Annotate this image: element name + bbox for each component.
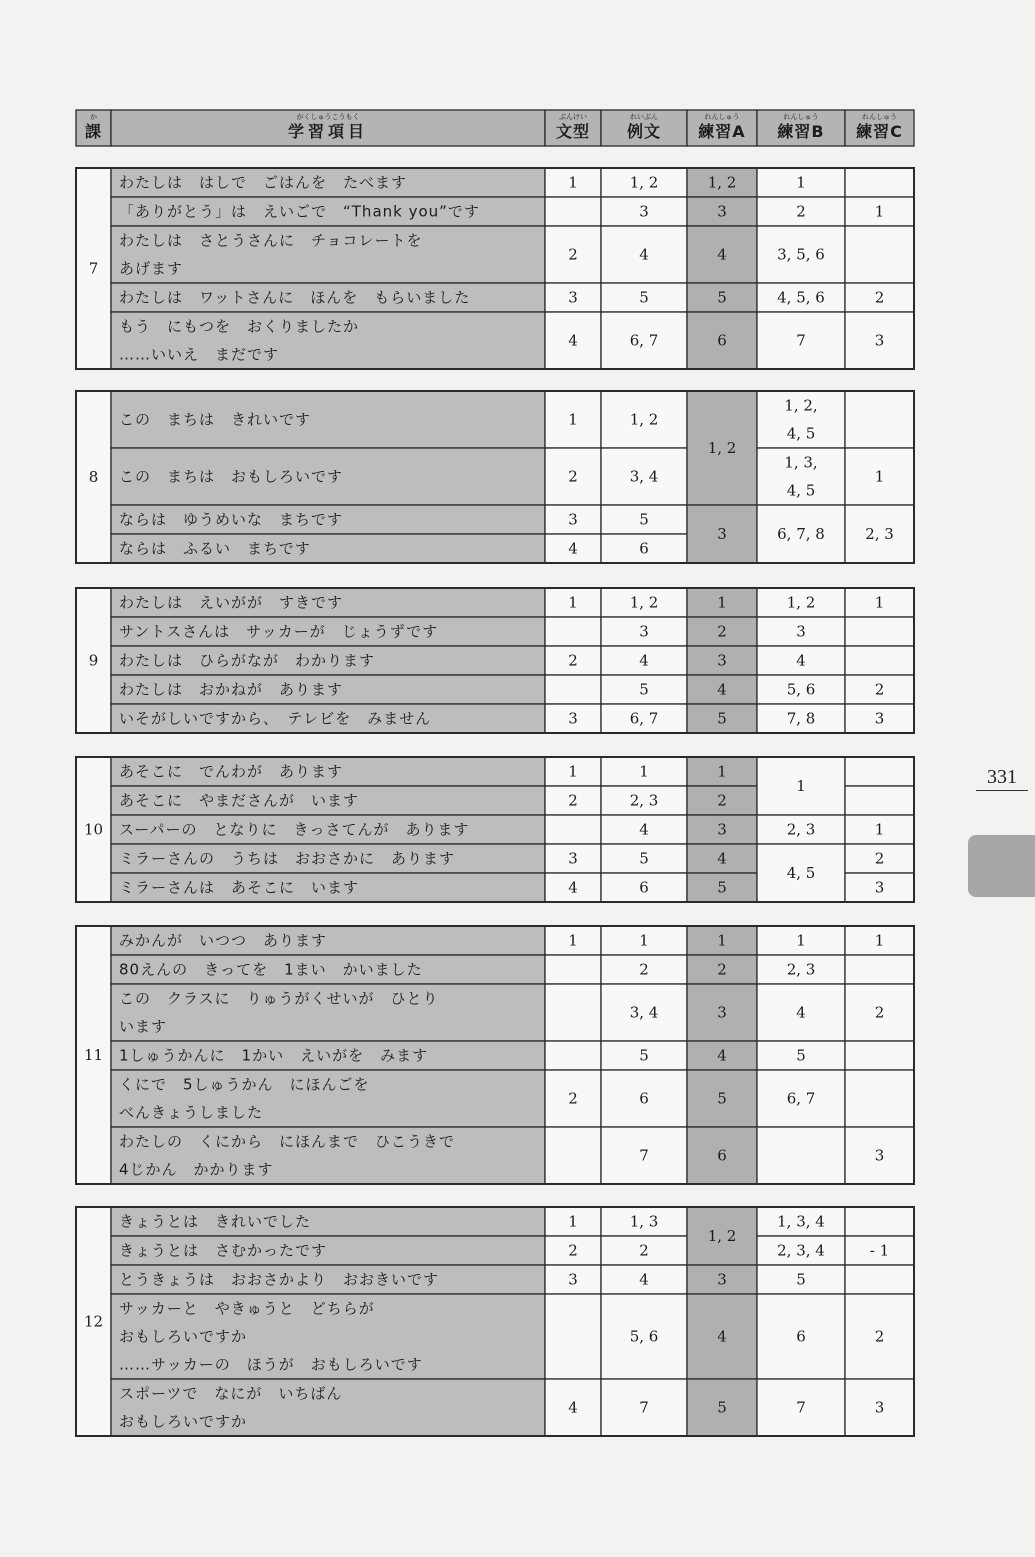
- cell-value-pattern: 1: [568, 410, 578, 429]
- cell-value-exA: 1: [717, 931, 727, 950]
- item-text: 1しゅうかんに 1かい えいがを みます: [119, 1046, 429, 1065]
- header-label-pattern: 文型: [555, 122, 591, 141]
- cell-value-example: 5: [639, 680, 649, 699]
- cell-value-exC: 3: [874, 709, 885, 728]
- cell-value-exB: 1: [796, 777, 806, 795]
- cell-value-exB: 1: [796, 931, 806, 950]
- cell-value-exB: 1, 2: [786, 593, 816, 612]
- cell-value-exB: 5: [796, 1270, 806, 1289]
- header-label-exB: 練習B: [777, 122, 825, 141]
- cell-value-exB: 4, 5: [786, 481, 816, 500]
- cell-value-pattern: 2: [568, 651, 578, 670]
- cell-value-exC: 1: [874, 593, 885, 612]
- cell-value-exA: 4: [717, 1046, 727, 1065]
- cell-value-exB: 1, 3,: [784, 453, 818, 472]
- cell-value-exA: 6: [717, 1146, 727, 1165]
- cell-pattern: [545, 1041, 601, 1070]
- lesson-number: 12: [83, 1312, 104, 1331]
- cell-value-exB: 5: [796, 1046, 806, 1065]
- cell-value-exB: 3: [796, 622, 806, 641]
- cell-value-example: 5: [639, 1046, 649, 1065]
- cell-value-exA: 3: [717, 1270, 727, 1289]
- cell-value-example: 7: [639, 1398, 649, 1417]
- cell-value-example: 4: [639, 651, 649, 670]
- cell-value-example: 3, 4: [629, 467, 659, 486]
- cell-value-exC: 3: [874, 331, 885, 350]
- item-text: きょうとは きれいでした: [119, 1212, 312, 1231]
- header-label-lesson: 課: [84, 122, 103, 141]
- cell-pattern: [545, 815, 601, 844]
- header-ruby-exA: れんしゅう: [704, 113, 740, 121]
- cell-value-exC: 2: [874, 1003, 885, 1022]
- cell-value-example: 5, 6: [629, 1327, 659, 1346]
- cell-value-exA: 3: [717, 202, 727, 221]
- cell-value-example: 3, 4: [629, 1003, 659, 1022]
- header-ruby-pattern: ぶんけい: [559, 113, 587, 121]
- cell-value-exC: 3: [874, 1146, 885, 1165]
- header-label-example: 例文: [626, 122, 662, 141]
- cell-value-pattern: 1: [568, 173, 578, 192]
- item-text: いそがしいですから、 テレビを みません: [119, 709, 432, 728]
- cell-value-exB: 5, 6: [786, 680, 816, 699]
- cell-value-exA: 1, 2: [707, 173, 737, 192]
- cell-value-pattern: 2: [568, 1241, 578, 1260]
- lesson-number: 9: [88, 651, 99, 670]
- cell-value-exC: 2: [874, 680, 885, 699]
- cell-value-exC: 1: [874, 467, 885, 486]
- cell-value-exC: 2: [874, 288, 885, 307]
- cell-exC: [845, 646, 914, 675]
- cell-value-exA: 6: [717, 331, 727, 350]
- cell-exC: [845, 1041, 914, 1070]
- item-text: スポーツで なにが いちばん: [119, 1384, 343, 1403]
- item-text: ……サッカーの ほうが おもしろいです: [119, 1355, 423, 1374]
- cell-exC: [845, 1070, 914, 1127]
- item-text: わたしは えいがが すきです: [119, 593, 344, 612]
- item-text: わたしは さとうさんに チョコレートを: [119, 231, 423, 250]
- cell-value-example: 2, 3: [629, 791, 659, 810]
- cell-exB: [757, 1127, 845, 1184]
- item-text: ミラーさんの うちは おおさかに あります: [119, 849, 456, 868]
- cell-value-pattern: 3: [568, 849, 578, 868]
- cell-value-pattern: 1: [568, 1212, 578, 1231]
- cell-value-exA: 1: [717, 593, 727, 612]
- item-text: います: [119, 1017, 168, 1036]
- item-text: くにで 5しゅうかん にほんごを: [119, 1075, 370, 1094]
- item-text: おもしろいですか: [119, 1327, 248, 1346]
- cell-value-exC: 1: [874, 931, 885, 950]
- cell-value-example: 1: [639, 931, 649, 950]
- cell-value-exA: 3: [717, 820, 727, 839]
- header-ruby-exB: れんしゅう: [783, 113, 819, 121]
- cell-value-pattern: 4: [568, 878, 578, 897]
- item-text: べんきょうしました: [119, 1103, 264, 1122]
- cell-value-exA: 2: [717, 791, 727, 810]
- item-text: わたしの くにから にほんまで ひこうきで: [119, 1132, 456, 1151]
- cell-value-example: 1, 2: [629, 593, 659, 612]
- item-text: サッカーと やきゅうと どちらが: [119, 1299, 375, 1318]
- cell-value-exB: 7: [796, 331, 806, 350]
- cell-value-exC: - 1: [869, 1241, 890, 1260]
- cell-value-exA: 3: [717, 651, 727, 670]
- cell-value-exC: 3: [874, 878, 885, 897]
- cell-value-exB: 4: [796, 1003, 806, 1022]
- page-number: 331: [976, 766, 1028, 791]
- item-text: 80えんの きってを 1まい かいました: [119, 960, 423, 979]
- item-text: この クラスに りゅうがくせいが ひとり: [119, 989, 439, 1008]
- item-text: ならは ゆうめいな まちです: [119, 510, 343, 529]
- cell-pattern: [545, 617, 601, 646]
- cell-pattern: [545, 1127, 601, 1184]
- item-text: あそこに やまださんが います: [119, 791, 360, 810]
- cell-value-example: 3: [639, 202, 649, 221]
- cell-value-exB: 1, 3, 4: [777, 1212, 825, 1231]
- cell-value-exB: 6, 7: [786, 1089, 816, 1108]
- header-ruby-lesson: か: [90, 113, 97, 121]
- lesson-number: 11: [83, 1046, 104, 1064]
- cell-exC: [845, 1265, 914, 1294]
- cell-value-example: 4: [639, 820, 649, 839]
- cell-value-example: 6, 7: [629, 331, 659, 350]
- cell-value-example: 5: [639, 849, 649, 868]
- cell-value-exA: 2: [717, 960, 727, 979]
- cell-value-exA: 3: [717, 525, 727, 543]
- cell-value-pattern: 2: [568, 791, 578, 810]
- cell-value-example: 1, 2: [629, 173, 659, 192]
- cell-value-exB: 2, 3: [786, 820, 816, 839]
- cell-pattern: [545, 675, 601, 704]
- item-text: この まちは きれいです: [119, 410, 312, 429]
- item-text: きょうとは さむかったです: [119, 1241, 328, 1260]
- cell-value-pattern: 3: [568, 1270, 578, 1289]
- cell-value-pattern: 1: [568, 931, 578, 950]
- cell-value-example: 5: [639, 510, 649, 529]
- item-text: とうきょうは おおさかより おおきいです: [119, 1270, 440, 1289]
- cell-value-exA: 5: [717, 709, 727, 728]
- cell-value-example: 4: [639, 245, 649, 264]
- cell-value-exB: 4, 5, 6: [777, 288, 825, 307]
- cell-value-exC: 2: [874, 849, 885, 868]
- cell-value-exA: 1, 2: [707, 1227, 737, 1245]
- cell-value-pattern: 2: [568, 467, 578, 486]
- cell-value-exA: 5: [717, 288, 727, 307]
- item-text: もう にもつを おくりましたか: [119, 317, 360, 336]
- cell-value-exC: 1: [874, 202, 885, 221]
- item-text: あそこに でんわが あります: [119, 762, 344, 781]
- cell-exC: [845, 226, 914, 283]
- item-text: スーパーの となりに きっさてんが あります: [119, 820, 470, 839]
- cell-value-exA: 1: [717, 762, 727, 781]
- cell-exC: [845, 617, 914, 646]
- header-label-exC: 練習C: [856, 122, 903, 141]
- item-text: わたしは はしで ごはんを たべます: [119, 173, 408, 192]
- header-label-exA: 練習A: [698, 122, 746, 141]
- lesson-number: 8: [88, 468, 99, 486]
- cell-value-exB: 2: [796, 202, 806, 221]
- cell-value-example: 6: [639, 878, 649, 897]
- cell-exC: [845, 168, 914, 197]
- cell-value-pattern: 2: [568, 1089, 578, 1108]
- header-ruby-item: がくしゅうこうもく: [296, 113, 360, 121]
- cell-value-exC: 2: [874, 1327, 885, 1346]
- item-text: この まちは おもしろいです: [119, 467, 344, 486]
- cell-pattern: [545, 984, 601, 1041]
- cell-value-exB: 4, 5: [786, 864, 816, 882]
- cell-value-example: 3: [639, 622, 649, 641]
- cell-value-exB: 6, 7, 8: [777, 525, 825, 543]
- cell-value-exA: 3: [717, 1003, 727, 1022]
- cell-value-exA: 4: [717, 680, 727, 699]
- cell-exC: [845, 1207, 914, 1236]
- cell-value-example: 4: [639, 1270, 649, 1289]
- cell-value-pattern: 3: [568, 288, 578, 307]
- item-text: 「ありがとう」は えいごで “Thank you”です: [119, 202, 480, 221]
- cell-value-example: 7: [639, 1146, 649, 1165]
- cell-value-exA: 2: [717, 622, 727, 641]
- cell-value-pattern: 3: [568, 709, 578, 728]
- cell-value-exC: 3: [874, 1398, 885, 1417]
- cell-pattern: [545, 1294, 601, 1379]
- cell-value-exB: 4, 5: [786, 424, 816, 443]
- cell-value-example: 1, 3: [629, 1212, 659, 1231]
- cell-value-exA: 4: [717, 849, 727, 868]
- cell-value-exB: 6: [796, 1327, 806, 1346]
- cell-value-pattern: 2: [568, 245, 578, 264]
- cell-pattern: [545, 955, 601, 984]
- cell-value-exB: 7, 8: [786, 709, 816, 728]
- item-text: あげます: [119, 259, 184, 278]
- cell-pattern: [545, 197, 601, 226]
- cell-value-example: 5: [639, 288, 649, 307]
- cell-value-example: 6: [639, 539, 649, 558]
- item-text: おもしろいですか: [119, 1412, 248, 1431]
- item-text: わたしは おかねが あります: [119, 680, 344, 699]
- cell-value-example: 2: [639, 1241, 649, 1260]
- item-text: わたしは ワットさんに ほんを もらいました: [119, 288, 471, 307]
- cell-value-pattern: 1: [568, 762, 578, 781]
- cell-value-pattern: 4: [568, 539, 578, 558]
- cell-value-pattern: 4: [568, 331, 578, 350]
- header-ruby-exC: れんしゅう: [862, 113, 897, 121]
- cell-value-exA: 5: [717, 1089, 727, 1108]
- cell-value-exC: 2, 3: [865, 525, 894, 543]
- item-text: みかんが いつつ あります: [119, 931, 328, 950]
- lesson-number: 7: [88, 259, 99, 278]
- item-text: サントスさんは サッカーが じょうずです: [119, 622, 439, 641]
- item-text: ……いいえ まだです: [119, 345, 280, 364]
- cell-value-example: 2: [639, 960, 649, 979]
- cell-value-pattern: 1: [568, 593, 578, 612]
- cell-exC: [845, 786, 914, 815]
- cell-exC: [845, 757, 914, 786]
- cell-value-pattern: 3: [568, 510, 578, 529]
- header-label-item: 学習項目: [287, 122, 369, 141]
- cell-exC: [845, 955, 914, 984]
- item-text: ミラーさんは あそこに います: [119, 878, 360, 897]
- cell-value-exB: 2, 3: [786, 960, 816, 979]
- cell-value-exC: 1: [874, 820, 885, 839]
- item-text: ならは ふるい まちです: [119, 539, 311, 558]
- cell-exC: [845, 391, 914, 448]
- cell-value-exB: 1: [796, 173, 806, 192]
- cell-value-exA: 5: [717, 878, 727, 897]
- cell-value-exA: 4: [717, 245, 727, 264]
- cell-value-pattern: 4: [568, 1398, 578, 1417]
- item-text: 4じかん かかります: [119, 1160, 274, 1179]
- lesson-number: 10: [83, 820, 104, 839]
- cell-value-exA: 5: [717, 1398, 727, 1417]
- cell-value-exB: 7: [796, 1398, 806, 1417]
- cell-value-exA: 4: [717, 1327, 727, 1346]
- header-ruby-example: れいぶん: [630, 113, 658, 121]
- cell-value-exB: 3, 5, 6: [777, 245, 825, 264]
- cell-value-exB: 1, 2,: [784, 396, 818, 415]
- cell-value-example: 6: [639, 1089, 649, 1108]
- cell-value-exB: 4: [796, 651, 806, 670]
- cell-value-example: 1: [639, 762, 649, 781]
- thumb-index-tab: [968, 835, 1035, 897]
- cell-value-exB: 2, 3, 4: [777, 1241, 825, 1260]
- cell-value-example: 1, 2: [629, 410, 659, 429]
- cell-value-exA: 1, 2: [707, 439, 737, 457]
- item-text: わたしは ひらがなが わかります: [119, 651, 376, 670]
- cell-value-example: 6, 7: [629, 709, 659, 728]
